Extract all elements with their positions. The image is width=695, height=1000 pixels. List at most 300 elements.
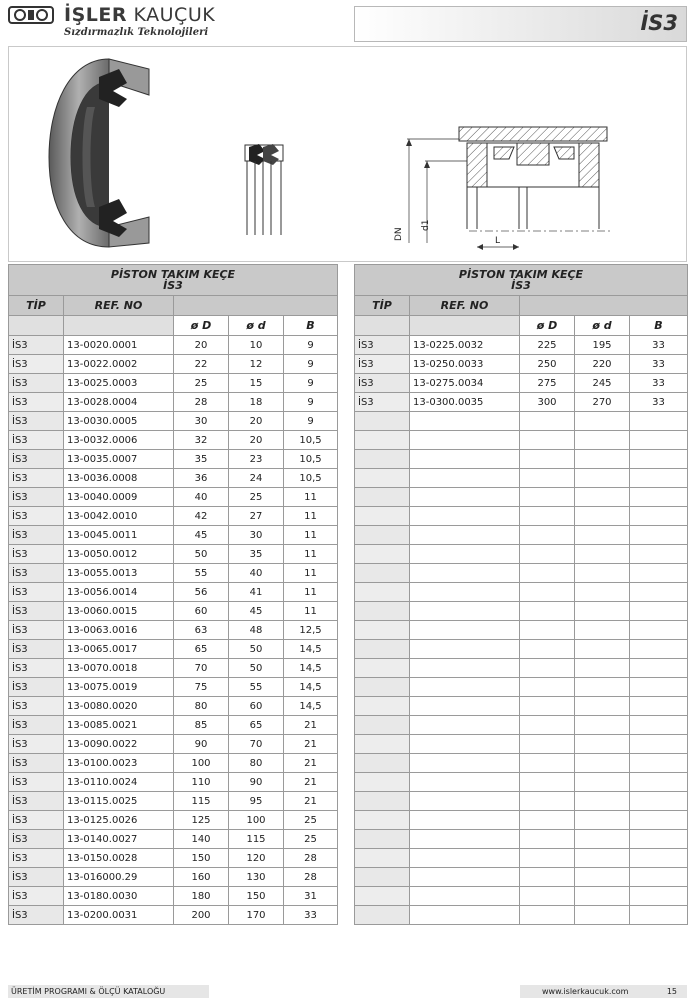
cell-outer-diameter: 150	[174, 849, 229, 868]
installation-drawing	[394, 127, 613, 250]
cell-ref-no	[410, 450, 520, 469]
cell-tip	[355, 431, 410, 450]
dimension-label-l: L	[495, 236, 501, 246]
cell-width: 33	[630, 393, 688, 412]
cell-tip: İS3	[9, 545, 64, 564]
cell-inner-diameter: 25	[229, 488, 284, 507]
cell-ref-no: 13-0200.0031	[64, 906, 174, 925]
column-header-dimensions	[174, 296, 338, 316]
cell-ref-no: 13-0055.0013	[64, 564, 174, 583]
cell-outer-diameter: 75	[174, 678, 229, 697]
cell-tip: İS3	[9, 735, 64, 754]
cell-inner-diameter: 170	[229, 906, 284, 925]
table-row	[355, 393, 688, 412]
cell-outer-diameter: 40	[174, 488, 229, 507]
product-code-box	[354, 6, 687, 42]
cell-tip	[355, 564, 410, 583]
cell-ref-no: 13-0022.0002	[64, 355, 174, 374]
cell-inner-diameter	[575, 659, 630, 678]
table-row	[355, 868, 688, 887]
cell-width: 33	[630, 355, 688, 374]
table-row	[9, 887, 338, 906]
cell-inner-diameter: 270	[575, 393, 630, 412]
footer-website-bar	[520, 985, 687, 998]
cell-inner-diameter: 35	[229, 545, 284, 564]
table-row	[9, 469, 338, 488]
cell-inner-diameter	[575, 640, 630, 659]
cell-inner-diameter: 100	[229, 811, 284, 830]
cell-tip: İS3	[9, 507, 64, 526]
cell-ref-no: 13-0025.0003	[64, 374, 174, 393]
cell-inner-diameter	[575, 697, 630, 716]
cell-tip: İS3	[9, 830, 64, 849]
cell-inner-diameter	[575, 887, 630, 906]
cell-outer-diameter: 35	[174, 450, 229, 469]
cell-ref-no	[410, 716, 520, 735]
cell-ref-no: 13-0180.0030	[64, 887, 174, 906]
cell-outer-diameter	[520, 678, 575, 697]
cell-outer-diameter: 60	[174, 602, 229, 621]
cell-ref-no: 13-0150.0028	[64, 849, 174, 868]
cell-ref-no: 13-0110.0024	[64, 773, 174, 792]
cell-width: 21	[284, 792, 338, 811]
cell-tip: İS3	[9, 697, 64, 716]
table-row	[9, 697, 338, 716]
cell-tip	[355, 830, 410, 849]
table-row	[355, 412, 688, 431]
column-header-inner-diameter: ø d	[575, 316, 630, 336]
cell-inner-diameter: 12	[229, 355, 284, 374]
cell-inner-diameter: 90	[229, 773, 284, 792]
table-row	[355, 545, 688, 564]
cell-ref-no	[410, 811, 520, 830]
cell-inner-diameter: 48	[229, 621, 284, 640]
brand-tagline: Sızdırmazlık Teknolojileri	[64, 27, 209, 38]
cell-tip	[355, 469, 410, 488]
cell-outer-diameter: 22	[174, 355, 229, 374]
cell-inner-diameter	[575, 830, 630, 849]
cell-tip	[355, 602, 410, 621]
cell-tip	[355, 507, 410, 526]
cell-width	[630, 564, 688, 583]
cell-outer-diameter	[520, 735, 575, 754]
cell-tip: İS3	[9, 849, 64, 868]
cell-outer-diameter: 70	[174, 659, 229, 678]
cell-width: 21	[284, 735, 338, 754]
cell-ref-no: 13-0250.0033	[410, 355, 520, 374]
column-header-tip: TİP	[9, 296, 64, 316]
table-row	[9, 431, 338, 450]
table-row	[9, 393, 338, 412]
table-row	[355, 659, 688, 678]
cell-inner-diameter	[575, 602, 630, 621]
cell-width	[630, 526, 688, 545]
cell-outer-diameter: 56	[174, 583, 229, 602]
cell-inner-diameter	[575, 412, 630, 431]
table-header-row	[355, 296, 688, 316]
cell-outer-diameter: 42	[174, 507, 229, 526]
cell-outer-diameter: 55	[174, 564, 229, 583]
cell-outer-diameter: 200	[174, 906, 229, 925]
cell-tip: İS3	[9, 393, 64, 412]
cell-outer-diameter	[520, 849, 575, 868]
table-row	[9, 545, 338, 564]
cell-width	[630, 849, 688, 868]
cell-width	[630, 545, 688, 564]
cell-tip: İS3	[355, 336, 410, 355]
cell-ref-no: 13-0100.0023	[64, 754, 174, 773]
cell-width	[630, 868, 688, 887]
footer-website-link[interactable]: www.islerkaucuk.com	[542, 987, 629, 996]
column-header-outer-diameter: ø D	[174, 316, 229, 336]
cell-width	[630, 754, 688, 773]
cell-ref-no: 13-0045.0011	[64, 526, 174, 545]
cell-tip	[355, 735, 410, 754]
cell-width	[630, 412, 688, 431]
table-row	[9, 526, 338, 545]
cell-width: 28	[284, 849, 338, 868]
cell-outer-diameter: 65	[174, 640, 229, 659]
cell-inner-diameter: 41	[229, 583, 284, 602]
cell-inner-diameter	[575, 716, 630, 735]
cell-width: 33	[630, 374, 688, 393]
cell-ref-no: 13-016000.29	[64, 868, 174, 887]
table-row	[355, 754, 688, 773]
cell-width	[630, 507, 688, 526]
cell-outer-diameter	[520, 792, 575, 811]
cell-inner-diameter: 40	[229, 564, 284, 583]
table-row	[355, 488, 688, 507]
cell-tip: İS3	[9, 431, 64, 450]
cell-width	[630, 792, 688, 811]
cell-inner-diameter: 150	[229, 887, 284, 906]
cell-tip: İS3	[9, 773, 64, 792]
cell-width	[630, 469, 688, 488]
cell-outer-diameter: 36	[174, 469, 229, 488]
cell-inner-diameter: 130	[229, 868, 284, 887]
cell-ref-no	[410, 697, 520, 716]
cell-outer-diameter: 63	[174, 621, 229, 640]
cell-inner-diameter: 115	[229, 830, 284, 849]
cell-tip: İS3	[355, 374, 410, 393]
logo-mark-icon	[8, 6, 54, 24]
cell-tip: İS3	[9, 906, 64, 925]
cell-width	[630, 678, 688, 697]
table-row	[355, 602, 688, 621]
cell-tip	[355, 526, 410, 545]
cell-width: 11	[284, 583, 338, 602]
table-header-row	[9, 296, 338, 316]
cell-tip	[355, 849, 410, 868]
cell-tip: İS3	[9, 887, 64, 906]
table-row	[9, 336, 338, 355]
table-row	[355, 526, 688, 545]
table-subheader-row	[9, 316, 338, 336]
cell-tip	[355, 716, 410, 735]
cell-ref-no	[410, 621, 520, 640]
cell-ref-no	[410, 583, 520, 602]
cell-inner-diameter: 60	[229, 697, 284, 716]
cell-outer-diameter: 250	[520, 355, 575, 374]
cell-inner-diameter	[575, 431, 630, 450]
table-row	[355, 640, 688, 659]
cell-outer-diameter	[520, 773, 575, 792]
cell-ref-no: 13-0090.0022	[64, 735, 174, 754]
cell-tip	[355, 488, 410, 507]
table-row	[9, 735, 338, 754]
cell-inner-diameter	[575, 792, 630, 811]
cell-tip: İS3	[9, 336, 64, 355]
cell-outer-diameter: 28	[174, 393, 229, 412]
cell-outer-diameter	[520, 659, 575, 678]
cell-tip: İS3	[9, 602, 64, 621]
cell-inner-diameter: 23	[229, 450, 284, 469]
cell-ref-no	[410, 469, 520, 488]
cell-tip	[355, 621, 410, 640]
cell-tip	[355, 887, 410, 906]
cell-inner-diameter	[575, 621, 630, 640]
cell-inner-diameter: 18	[229, 393, 284, 412]
table-row	[355, 583, 688, 602]
cell-inner-diameter	[575, 450, 630, 469]
cell-ref-no: 13-0225.0032	[410, 336, 520, 355]
cell-tip: İS3	[9, 526, 64, 545]
cell-tip	[355, 678, 410, 697]
cell-inner-diameter	[575, 849, 630, 868]
cell-width: 9	[284, 412, 338, 431]
cell-inner-diameter	[575, 526, 630, 545]
table-row	[355, 374, 688, 393]
cell-width: 25	[284, 830, 338, 849]
cell-tip: İS3	[9, 716, 64, 735]
subheader-blank	[64, 316, 174, 336]
cell-width: 14,5	[284, 678, 338, 697]
cell-outer-diameter: 110	[174, 773, 229, 792]
cell-ref-no: 13-0080.0020	[64, 697, 174, 716]
table-row	[355, 431, 688, 450]
cell-outer-diameter	[520, 716, 575, 735]
cell-outer-diameter: 80	[174, 697, 229, 716]
table-row	[355, 906, 688, 925]
cell-ref-no	[410, 545, 520, 564]
cell-ref-no	[410, 602, 520, 621]
table-row	[9, 583, 338, 602]
table-row	[9, 507, 338, 526]
cell-tip	[355, 450, 410, 469]
table-row	[9, 849, 338, 868]
cell-inner-diameter: 65	[229, 716, 284, 735]
cell-width: 12,5	[284, 621, 338, 640]
cell-width: 11	[284, 564, 338, 583]
table-subheader-row	[355, 316, 688, 336]
cell-ref-no: 13-0085.0021	[64, 716, 174, 735]
cell-width: 28	[284, 868, 338, 887]
table-row	[9, 450, 338, 469]
cell-ref-no: 13-0275.0034	[410, 374, 520, 393]
cell-ref-no: 13-0020.0001	[64, 336, 174, 355]
cell-inner-diameter	[575, 868, 630, 887]
table-row	[355, 336, 688, 355]
cell-outer-diameter	[520, 507, 575, 526]
cell-inner-diameter: 220	[575, 355, 630, 374]
table-row	[355, 697, 688, 716]
table-row	[9, 830, 338, 849]
cell-width: 9	[284, 393, 338, 412]
cell-ref-no	[410, 488, 520, 507]
cell-width: 25	[284, 811, 338, 830]
table-row	[355, 811, 688, 830]
cell-outer-diameter	[520, 602, 575, 621]
dimension-label-d1: d1	[421, 219, 431, 231]
cell-inner-diameter: 50	[229, 659, 284, 678]
seal-3d-render	[49, 59, 149, 247]
cell-outer-diameter: 50	[174, 545, 229, 564]
table-row	[9, 811, 338, 830]
table-row	[9, 792, 338, 811]
table-row	[355, 887, 688, 906]
cell-ref-no: 13-0065.0017	[64, 640, 174, 659]
cell-ref-no	[410, 887, 520, 906]
cell-outer-diameter	[520, 640, 575, 659]
table-row	[9, 564, 338, 583]
table-row	[355, 716, 688, 735]
cell-outer-diameter: 180	[174, 887, 229, 906]
table-row	[9, 621, 338, 640]
cell-inner-diameter: 30	[229, 526, 284, 545]
cell-ref-no	[410, 773, 520, 792]
column-header-outer-diameter: ø D	[520, 316, 575, 336]
cell-inner-diameter: 80	[229, 754, 284, 773]
cell-width	[630, 621, 688, 640]
cell-inner-diameter	[575, 906, 630, 925]
cell-width	[630, 716, 688, 735]
cell-tip: İS3	[9, 564, 64, 583]
cell-inner-diameter	[575, 545, 630, 564]
cell-ref-no	[410, 735, 520, 754]
cell-width: 33	[630, 336, 688, 355]
cell-tip: İS3	[9, 355, 64, 374]
cell-tip: İS3	[9, 583, 64, 602]
cell-width: 11	[284, 507, 338, 526]
column-header-ref: REF. NO	[64, 296, 174, 316]
cell-ref-no	[410, 431, 520, 450]
cell-inner-diameter	[575, 754, 630, 773]
cell-tip	[355, 811, 410, 830]
cell-ref-no: 13-0125.0026	[64, 811, 174, 830]
cell-inner-diameter: 20	[229, 412, 284, 431]
cell-width: 14,5	[284, 697, 338, 716]
table-row	[355, 469, 688, 488]
cell-inner-diameter	[575, 811, 630, 830]
cell-outer-diameter: 32	[174, 431, 229, 450]
cell-ref-no: 13-0070.0018	[64, 659, 174, 678]
cell-tip	[355, 583, 410, 602]
spec-table-right	[354, 264, 688, 925]
subheader-blank	[9, 316, 64, 336]
cell-tip	[355, 906, 410, 925]
cell-ref-no: 13-0050.0012	[64, 545, 174, 564]
cell-inner-diameter: 50	[229, 640, 284, 659]
cell-ref-no	[410, 678, 520, 697]
cell-outer-diameter: 45	[174, 526, 229, 545]
brand-name: İŞLER KAUÇUK	[64, 4, 216, 26]
seal-cross-section	[245, 144, 283, 235]
cell-ref-no: 13-0075.0019	[64, 678, 174, 697]
cell-tip	[355, 773, 410, 792]
cell-width	[630, 735, 688, 754]
cell-width: 21	[284, 716, 338, 735]
cell-tip	[355, 754, 410, 773]
cell-width: 11	[284, 545, 338, 564]
cell-ref-no: 13-0028.0004	[64, 393, 174, 412]
cell-width: 21	[284, 773, 338, 792]
cell-inner-diameter: 95	[229, 792, 284, 811]
cell-width: 10,5	[284, 431, 338, 450]
table-row	[355, 735, 688, 754]
column-header-width: B	[630, 316, 688, 336]
cell-inner-diameter	[575, 583, 630, 602]
cell-width: 14,5	[284, 640, 338, 659]
cell-outer-diameter	[520, 450, 575, 469]
cell-inner-diameter	[575, 488, 630, 507]
cell-width	[630, 906, 688, 925]
cell-ref-no: 13-0140.0027	[64, 830, 174, 849]
subheader-blank	[355, 316, 410, 336]
cell-tip: İS3	[355, 393, 410, 412]
cell-width	[630, 773, 688, 792]
cell-inner-diameter: 195	[575, 336, 630, 355]
cell-ref-no	[410, 792, 520, 811]
cell-inner-diameter: 15	[229, 374, 284, 393]
cell-outer-diameter: 100	[174, 754, 229, 773]
table-title: PİSTON TAKIM KEÇE İS3	[9, 265, 338, 296]
cell-tip: İS3	[9, 792, 64, 811]
cell-inner-diameter	[575, 735, 630, 754]
table-row	[355, 773, 688, 792]
column-header-width: B	[284, 316, 338, 336]
cell-width: 11	[284, 488, 338, 507]
cell-outer-diameter	[520, 811, 575, 830]
cell-outer-diameter	[520, 564, 575, 583]
cell-ref-no	[410, 526, 520, 545]
cell-inner-diameter	[575, 469, 630, 488]
product-code: İS3	[640, 11, 678, 35]
table-row	[355, 678, 688, 697]
cell-outer-diameter	[520, 906, 575, 925]
cell-inner-diameter: 20	[229, 431, 284, 450]
cell-width: 14,5	[284, 659, 338, 678]
cell-ref-no	[410, 564, 520, 583]
cell-width: 10,5	[284, 469, 338, 488]
cell-outer-diameter	[520, 526, 575, 545]
column-header-inner-diameter: ø d	[229, 316, 284, 336]
cell-ref-no: 13-0115.0025	[64, 792, 174, 811]
table-row	[9, 906, 338, 925]
cell-tip: İS3	[9, 678, 64, 697]
table-row	[355, 792, 688, 811]
table-row	[355, 507, 688, 526]
cell-ref-no	[410, 849, 520, 868]
table-title: PİSTON TAKIM KEÇE İS3	[355, 265, 688, 296]
cell-tip: İS3	[9, 640, 64, 659]
cell-width: 10,5	[284, 450, 338, 469]
page-number: 15	[666, 987, 677, 996]
cell-width: 9	[284, 336, 338, 355]
cell-ref-no: 13-0036.0008	[64, 469, 174, 488]
table-row	[355, 621, 688, 640]
cell-width	[630, 697, 688, 716]
cell-tip	[355, 792, 410, 811]
